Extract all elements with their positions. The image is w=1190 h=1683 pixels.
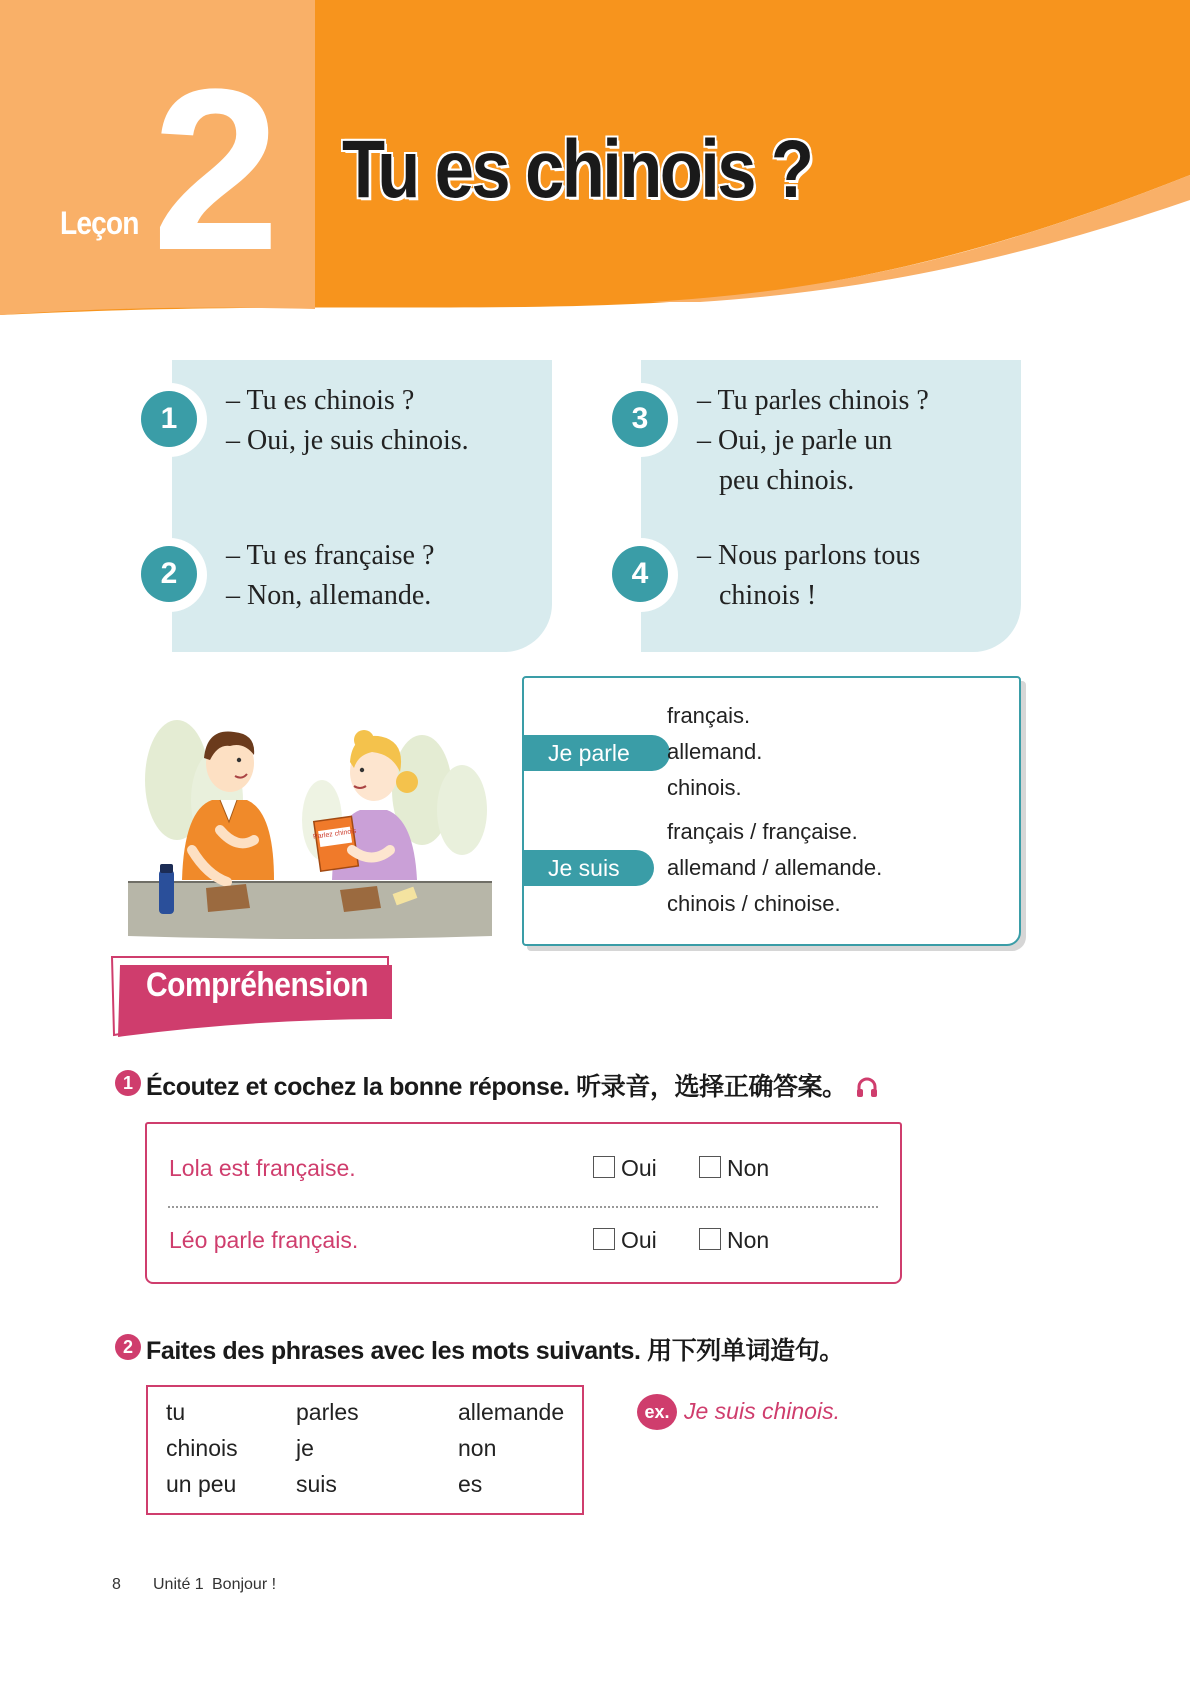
dialogue-line: – Oui, je suis chinois. — [226, 425, 469, 456]
vocab-tag-je-suis: Je suis — [522, 850, 654, 886]
dialogue-badge-2 — [133, 538, 207, 612]
option-q1-non: Non — [727, 1155, 770, 1181]
dialogue-line: – Tu parles chinois ? — [697, 385, 929, 416]
dialogue-2 — [226, 536, 434, 616]
word: suis — [296, 1471, 337, 1497]
vocab-word: français / française. — [667, 819, 858, 844]
exercise-1-instruction — [146, 1067, 879, 1103]
dialogue-line: chinois ! — [719, 580, 817, 611]
dialogue-line: – Tu es chinois ? — [226, 385, 415, 416]
exercise-2-number: 2 — [115, 1334, 141, 1360]
word: tu — [166, 1399, 186, 1425]
checkbox-q2-oui[interactable] — [593, 1228, 615, 1250]
dialogue-line: – Non, allemande. — [226, 580, 432, 611]
question-2: Léo parle français. — [169, 1227, 359, 1253]
lecon-label: Leçon — [60, 205, 139, 241]
word: non — [458, 1435, 497, 1461]
dialogue-line: – Nous parlons tous — [697, 540, 921, 571]
page-number: 8 — [112, 1576, 121, 1593]
dialogue-4 — [697, 536, 920, 616]
dialogue-line: peu chinois. — [719, 465, 855, 496]
divider — [168, 1206, 878, 1208]
exercise-1-box — [145, 1122, 902, 1284]
dialogue-number-1: 1 — [141, 391, 197, 447]
word: parles — [296, 1399, 359, 1425]
question-1: Lola est française. — [169, 1155, 356, 1181]
dialogue-number-4: 4 — [612, 546, 668, 602]
dialogue-number-2: 2 — [141, 546, 197, 602]
dialogue-3 — [697, 381, 929, 501]
dialogue-line: – Tu es française ? — [226, 540, 435, 571]
vocab-word: chinois / chinoise. — [667, 891, 841, 916]
dialogue-badge-1 — [133, 383, 207, 457]
dialogue-badge-4 — [604, 538, 678, 612]
option-q2-non: Non — [727, 1227, 770, 1253]
checkbox-q1-oui[interactable] — [593, 1156, 615, 1178]
section-title: Compréhension — [146, 966, 369, 1004]
dialogue-line: – Oui, je parle un — [697, 425, 893, 456]
vocab-word: allemand / allemande. — [667, 855, 883, 880]
vocab-words-parle — [667, 698, 762, 806]
vocab-tag-je-parle: Je parle — [522, 735, 670, 771]
footer-unit-title: Bonjour ! — [212, 1576, 277, 1593]
headphones-icon[interactable] — [855, 1075, 879, 1099]
checkbox-q2-non[interactable] — [699, 1228, 721, 1250]
example-badge: ex. — [637, 1394, 677, 1430]
checkbox-q1-non[interactable] — [699, 1156, 721, 1178]
vocab-word: français. — [667, 703, 751, 728]
word: allemande — [458, 1399, 565, 1425]
word: un peu — [166, 1471, 237, 1497]
word: je — [296, 1435, 314, 1461]
vocab-words-suis — [667, 814, 882, 922]
lecon-number: 2 — [152, 41, 280, 298]
exercise-2-instruction: Faites des phrases avec les mots suivants. 用下列单词造句。 — [146, 1337, 844, 1365]
vocab-word: allemand. — [667, 739, 763, 764]
book-label: Parlez chinois — [312, 827, 357, 841]
exercise-1-number: 1 — [115, 1070, 141, 1096]
word: es — [458, 1471, 483, 1497]
footer-unit: Unité 1 — [153, 1576, 204, 1593]
option-q2-oui: Oui — [621, 1227, 657, 1253]
exercise-1-text: Écoutez et cochez la bonne réponse. 听录音，选择正确答案。 — [146, 1073, 847, 1101]
page-title: Tu es chinois ? — [342, 124, 812, 215]
vocab-word: chinois. — [667, 775, 742, 800]
word: chinois — [166, 1435, 238, 1461]
dialogue-number-3: 3 — [612, 391, 668, 447]
dialogue-badge-3 — [604, 383, 678, 457]
students-illustration — [122, 700, 502, 945]
dialogue-1 — [226, 381, 469, 461]
option-q1-oui: Oui — [621, 1155, 657, 1181]
example-sentence: Je suis chinois. — [684, 1398, 840, 1424]
